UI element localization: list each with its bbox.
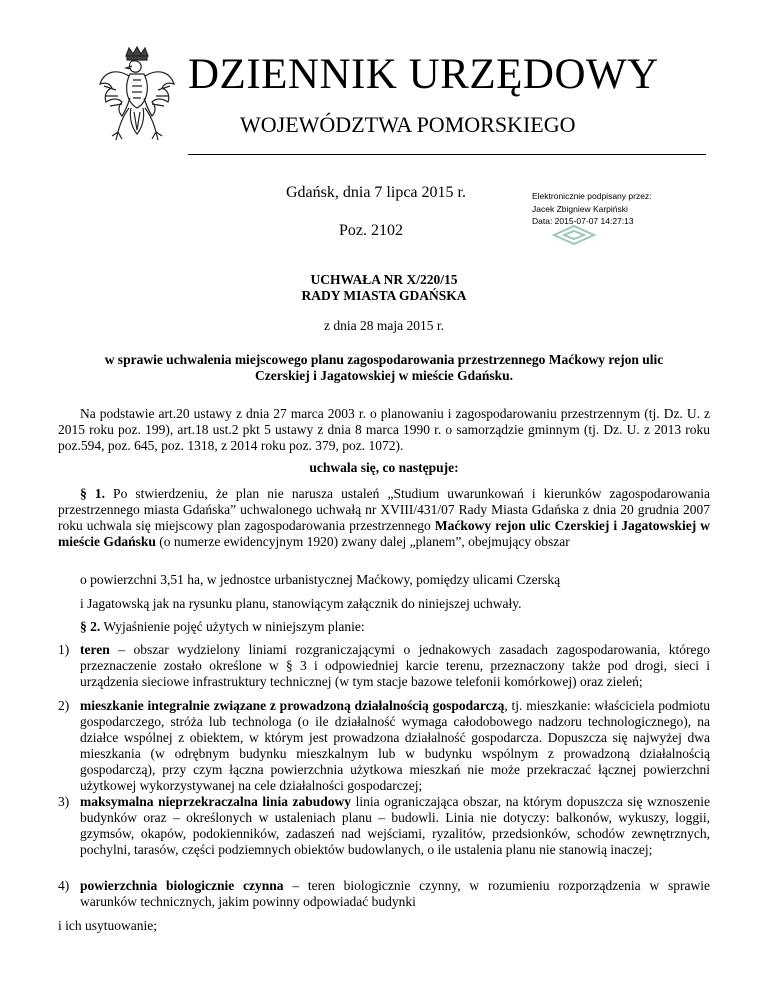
definition-item (58, 642, 710, 690)
resolution-subject-line-2: Czerskiej i Jagatowskiej w mieście Gdańsku. (255, 368, 513, 383)
item-term: powierzchnia biologicznie czynna (80, 878, 284, 893)
definition-item (58, 794, 710, 858)
item-term: teren (80, 642, 110, 657)
signature-mark-icon (552, 224, 596, 246)
item-text: – teren biologicznie czynny, w rozumieniu rozporządzenia w sprawie warunków technicznych, jakim powinny odpowiadać budynki (80, 878, 710, 909)
signature-line-1: Elektronicznie podpisany przez: (532, 191, 652, 201)
item-text: , tj. mieszkanie: właściciela podmiotu gospodarczego, stróża lub technologa (o ile działalność wymaga całodobowego nadzoru technologicznego), na działce wspólnej z obiektem, w którym jest prowadzona działalność gospodarcza. Dopuszcza się najwyżej dwa mieszkania (w odrębnym budynku mieszkalnym lub w budynku wspólnym z prowadzoną działalnością gospodarczą), przy czym łączna powierzchnia użytkowa mieszkań nie może przekraczać łącznej powierzchni użytkowej wykorzystywanej na cele działalności gospodarczej; (80, 698, 710, 793)
section-2 (80, 619, 365, 635)
resolution-council: RADY MIASTA GDAŃSKA (301, 288, 467, 303)
resolution-subject (0, 352, 768, 384)
publication-date: Gdańsk, dnia 7 lipca 2015 r. (286, 184, 466, 201)
header-divider (188, 154, 706, 155)
area-line-1: o powierzchni 3,51 ha, w jednostce urbanistycznej Maćkowy, pomiędzy ulicami Czerską (80, 572, 561, 587)
item-term: maksymalna nieprzekraczalna linia zabudowy (80, 794, 352, 809)
section-1-label: § 1. (80, 486, 105, 501)
journal-title: DZIENNIK URZĘDOWY (188, 51, 659, 98)
enacting-clause: uchwala się, co następuje: (309, 460, 459, 475)
definition-item (58, 698, 710, 794)
resolution-number: UCHWAŁA NR X/220/15 (310, 272, 458, 287)
section-2-label: § 2. (80, 619, 101, 634)
section-1-text-b: (o numerze ewidencyjnym 1920) zwany dalej „planem”, obejmujący obszar (155, 534, 570, 549)
polish-eagle-icon (96, 46, 178, 154)
preamble: Na podstawie art.20 ustawy z dnia 27 marca 2003 r. o planowaniu i zagospodarowaniu przestrzennym (tj. Dz. U. z 2015 roku poz. 199), art.18 ust.2 pkt 5 ustawy z dnia 8 marca 1990 r. o samorządzie gminnym (tj. Dz. U. z 2013 roku poz.594, poz. 645, poz. 1318, z 2014 roku poz. 379, poz. 1072). (58, 406, 710, 453)
section-2-text: Wyjaśnienie pojęć użytych w niniejszym planie: (100, 619, 365, 634)
item-text: linia ograniczająca obszar, na którym dopuszcza się wznoszenie budynków oraz – określonych w ustaleniach planu – budowli. Linia nie dotyczy: balkonów, wykuszy, loggii, gzymsów, okapów, podokienników, zadaszeń nad wejściami, ryzalitów, przedsionków, schodów zewnętrznych, pochylni, tarasów, części podziemnych obiektów budowlanych, o ile ustalenia planu nie stanowią inaczej; (80, 794, 711, 857)
item-number: 4) (58, 878, 70, 893)
section-1 (58, 486, 710, 550)
item-number: 1) (58, 642, 70, 657)
signature-date: Data: 2015-07-07 14:27:13 (532, 216, 634, 226)
electronic-signature (532, 190, 652, 228)
item-number: 3) (58, 794, 70, 809)
resolution-subject-line-1: w sprawie uchwalenia miejscowego planu zagospodarowania przestrzennego Maćkowy rejon ulic (104, 352, 664, 367)
resolution-date: z dnia 28 maja 2015 r. (324, 318, 444, 333)
journal-subtitle: WOJEWÓDZTWA POMORSKIEGO (240, 112, 576, 137)
item-text: – obszar wydzielony liniami rozgraniczającymi o jednakowych zasadach zagospodarowania, którego przeznaczenie zostało określone w § 3 i odpowiedniej karcie terenu, przeznaczony także pod drogi, sieci i urządzenia sieciowe infrastruktury technicznej (w tym stacje bazowe telefonii komórkowej) oraz zieleń; (80, 642, 710, 689)
section-1-plan-name: Maćkowy rejon ulic Czerskiej i Jagatowskiej w mieście Gdańsku (58, 518, 710, 549)
item-term: mieszkanie integralnie związane z prowadzoną działalnością gospodarczą (80, 698, 505, 713)
publication-position: Poz. 2102 (339, 222, 403, 239)
section-1-text-a: Po stwierdzeniu, że plan nie narusza ustaleń „Studium uwarunkowań i kierunków zagospodarowania przestrzennego miasta Gdańska” uchwalonego uchwałą nr XVIII/431/07 Rady Miasta Gdańska z dnia 20 grudnia 2007 roku uchwala się miejscowy plan zagospodarowania przestrzennego (58, 486, 710, 533)
signature-signer: Jacek Zbigniew Karpiński (532, 203, 628, 214)
definition-item (58, 878, 710, 910)
item-number: 2) (58, 698, 70, 713)
resolution-title (0, 272, 768, 304)
area-line-2: i Jagatowską jak na rysunku planu, stanowiącym załącznik do niniejszej uchwały. (80, 596, 522, 611)
closing-fragment: i ich usytuowanie; (58, 918, 157, 933)
